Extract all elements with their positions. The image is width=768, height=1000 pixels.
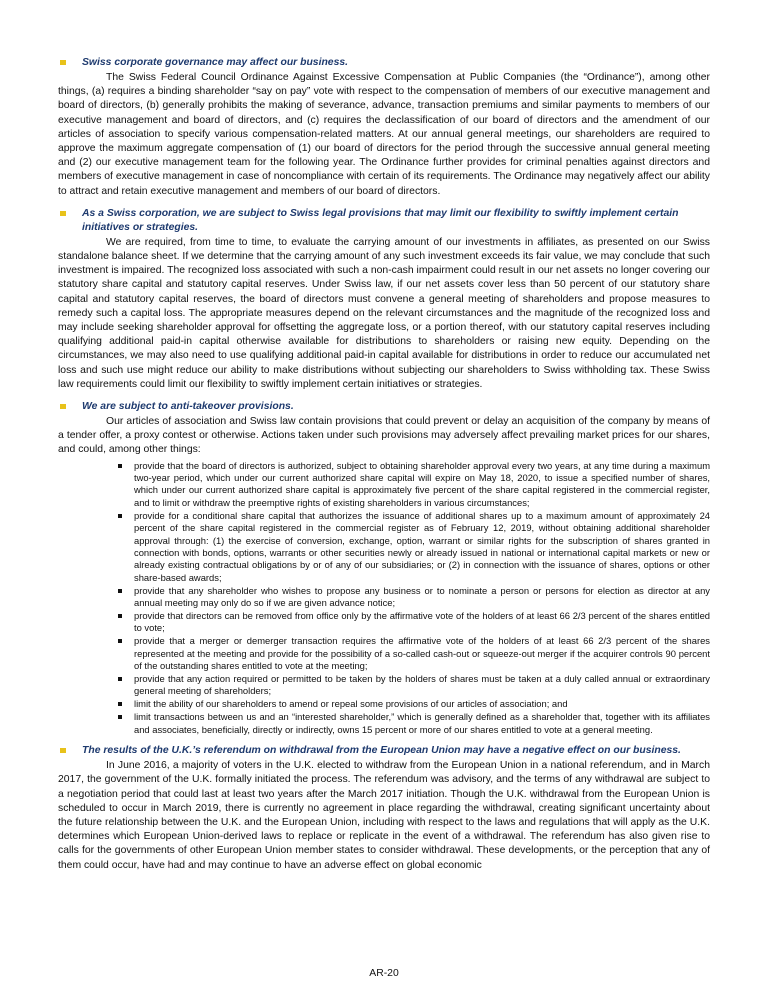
list-item-text: provide that a merger or demerger transaction requires the affirmative vote of the holders of at least 66 2/3 percent of the shares represented at the meeting and provide for the possibility of a so-called cash-out or squeeze-out merger if the acquirer controls 90 percent of the outstanding shares entitled to vote at the meeting; [134,635,710,672]
list-item [134,711,710,736]
section-heading-text: The results of the U.K.’s referendum on withdrawal from the European Union may have a negative effect on our business. [82,745,681,757]
document-page [58,56,710,881]
list-item-text: limit transactions between us and an “interested shareholder,” which is generally defined as a shareholder that, together with its affiliates and associates, beneficially, directly or indirectly, owns 15 percent or more of our shares entitled to vote at a general meeting. [134,711,710,735]
yellow-bullet-icon [60,211,66,216]
square-bullet-icon [118,702,122,706]
risk-section-brexit [58,744,710,873]
square-bullet-icon [118,514,122,518]
section-heading-text: We are subject to anti-takeover provisions. [82,401,294,413]
list-item-text: provide that directors can be removed from office only by the affirmative vote of the holders of at least 66 2/3 percent of the shares entitled to vote; [134,610,710,634]
list-item-text: limit the ability of our shareholders to amend or repeal some provisions of our articles of association; and [134,698,568,710]
yellow-bullet-icon [60,404,66,409]
square-bullet-icon [118,589,122,593]
list-item [134,460,710,510]
provision-list [58,460,710,736]
section-heading [58,744,710,758]
risk-section-governance [58,56,710,199]
yellow-bullet-icon [60,60,66,65]
list-item [134,585,710,610]
list-item-text: provide that any shareholder who wishes to propose any business or to nominate a person or persons for election as director at any annual meeting may only do so if we are given advance notice; [134,584,710,609]
risk-section-swiss-legal [58,207,710,392]
section-heading [58,207,710,235]
section-paragraph: Our articles of association and Swiss law contain provisions that could prevent or delay an acquisition of the company by means of a tender offer, a proxy contest or otherwise. Actions taken under such provisions may adversely affect prevailing market prices for our shares, and could, among other things: [58,416,710,456]
section-heading [58,400,710,414]
section-paragraph: We are required, from time to time, to evaluate the carrying amount of our investments in affiliates, as presented on our Swiss standalone balance sheet. If we determine that the carrying amount of any such investment exceeds its fair value, we may conclude that such investment is impaired. The recognized loss associated with such a non-cash impairment could result in our net assets no longer covering our statutory share capital and statutory capital reserves. Under Swiss law, if our net assets cover less than 50 percent of our statutory share capital and statutory capital reserves, the board of directors must convene a general meeting of shareholders and propose measures to remedy such a capital loss. The appropriate measures depend on the relevant circumstances and the magnitude of the recognized loss and may include seeking shareholder approval for offsetting the aggregate loss, or a portion thereof, with our statutory capital reserves including qualifying additional paid-in capital otherwise available for distributions to shareholders or raising new equity. Depending on the circumstances, we may also need to use qualifying additional paid-in capital available for distributions in order to reduce our accumulated net loss and such use might reduce our ability to make distributions without subjecting our shareholders to Swiss withholding tax. These Swiss law requirements could limit our flexibility to swiftly implement certain initiatives or strategies. [58,236,710,390]
square-bullet-icon [118,677,122,681]
list-item-text: provide that any action required or permitted to be taken by the holders of shares must be taken at a duly called annual or extraordinary general meeting of shareholders; [134,673,710,697]
list-item [134,635,710,672]
list-item [134,610,710,635]
square-bullet-icon [118,715,122,719]
section-heading-text: Swiss corporate governance may affect our business. [82,57,349,68]
list-item [134,698,710,710]
page-number: AR-20 [369,968,399,979]
square-bullet-icon [118,464,122,468]
list-item-text: provide that the board of directors is authorized, subject to obtaining shareholder approval every two years, at any time during a maximum two-year period, which under our current authorized share capital will expire on May 18, 2020, to issue a specified number of shares, which under our current authorized share capital is approximately five percent of the share capital registered in the commercial register, and to limit or withdraw the preemptive rights of existing shareholders in various circumstances; [134,459,710,508]
list-item [134,673,710,698]
section-paragraph: In June 2016, a majority of voters in the U.K. elected to withdraw from the European Union in a national referendum, and in March 2017, the government of the U.K. formally initiated the process. The referendum was advisory, and the terms of any withdrawal are subject to a negotiation period that could last at least two years after the March 2017 initiation. Though the U.K. withdrawal from the European Union is scheduled to occur in March 2019, there is currently no agreement in place regarding the withdrawal, creating significant uncertainty about the future relationship between the U.K. and the European Union, including with respect to the laws and regulations that will apply as the U.K. determines which European Union-derived laws to replace or replicate in the event of a withdrawal. The referendum has also given rise to calls for the governments of other European Union member states to consider withdrawal. These developments, or the perception that any of them could occur, have had and may continue to have an adverse effect on global economic [58,760,710,871]
square-bullet-icon [118,614,122,618]
section-paragraph: The Swiss Federal Council Ordinance Against Excessive Compensation at Public Companies (the “Ordinance”), among other things, (a) requires a binding shareholder “say on pay” vote with respect to the compensation of members of our executive management and board of directors, (b) generally prohibits the making of severance, advance, transaction premiums and similar payments to members of our executive management and board of directors, and (c) requires the declassification of our board of directors and the amendment of our articles of association to specify various compensation-related matters. At our annual general meetings, our shareholders are required to approve the maximum aggregate compensation of (1) our board of directors for the period through the successive annual general meeting and (2) our executive management team for the following year. The Ordinance further provides for criminal penalties against directors and members of executive management in case of noncompliance with certain of its requirements. The Ordinance may negatively affect our ability to attract and retain executive management and members of our board of directors. [58,72,710,197]
list-item [134,510,710,584]
square-bullet-icon [118,639,122,643]
risk-section-anti-takeover [58,400,710,736]
yellow-bullet-icon [60,748,66,753]
list-item-text: provide for a conditional share capital that authorizes the issuance of additional shares up to a maximum amount of approximately 24 percent of the share capital registered in the commercial register as of February 12, 2019, without obtaining additional shareholder approval through: (1) the exercise of conversion, exchange, option, warrant or similar rights for the subscription of shares granted in connection with bonds, options, warrants or other securities newly or already issued in national or international capital markets or new or already existing contractual obligations by or of any of our subsidiaries; or (2) in connection with the issuance of shares, options or other share-based awards; [134,509,710,583]
section-heading [58,56,710,70]
section-heading-text: As a Swiss corporation, we are subject to Swiss legal provisions that may limit our flexibility to swiftly implement certain initiatives or strategies. [82,207,679,233]
